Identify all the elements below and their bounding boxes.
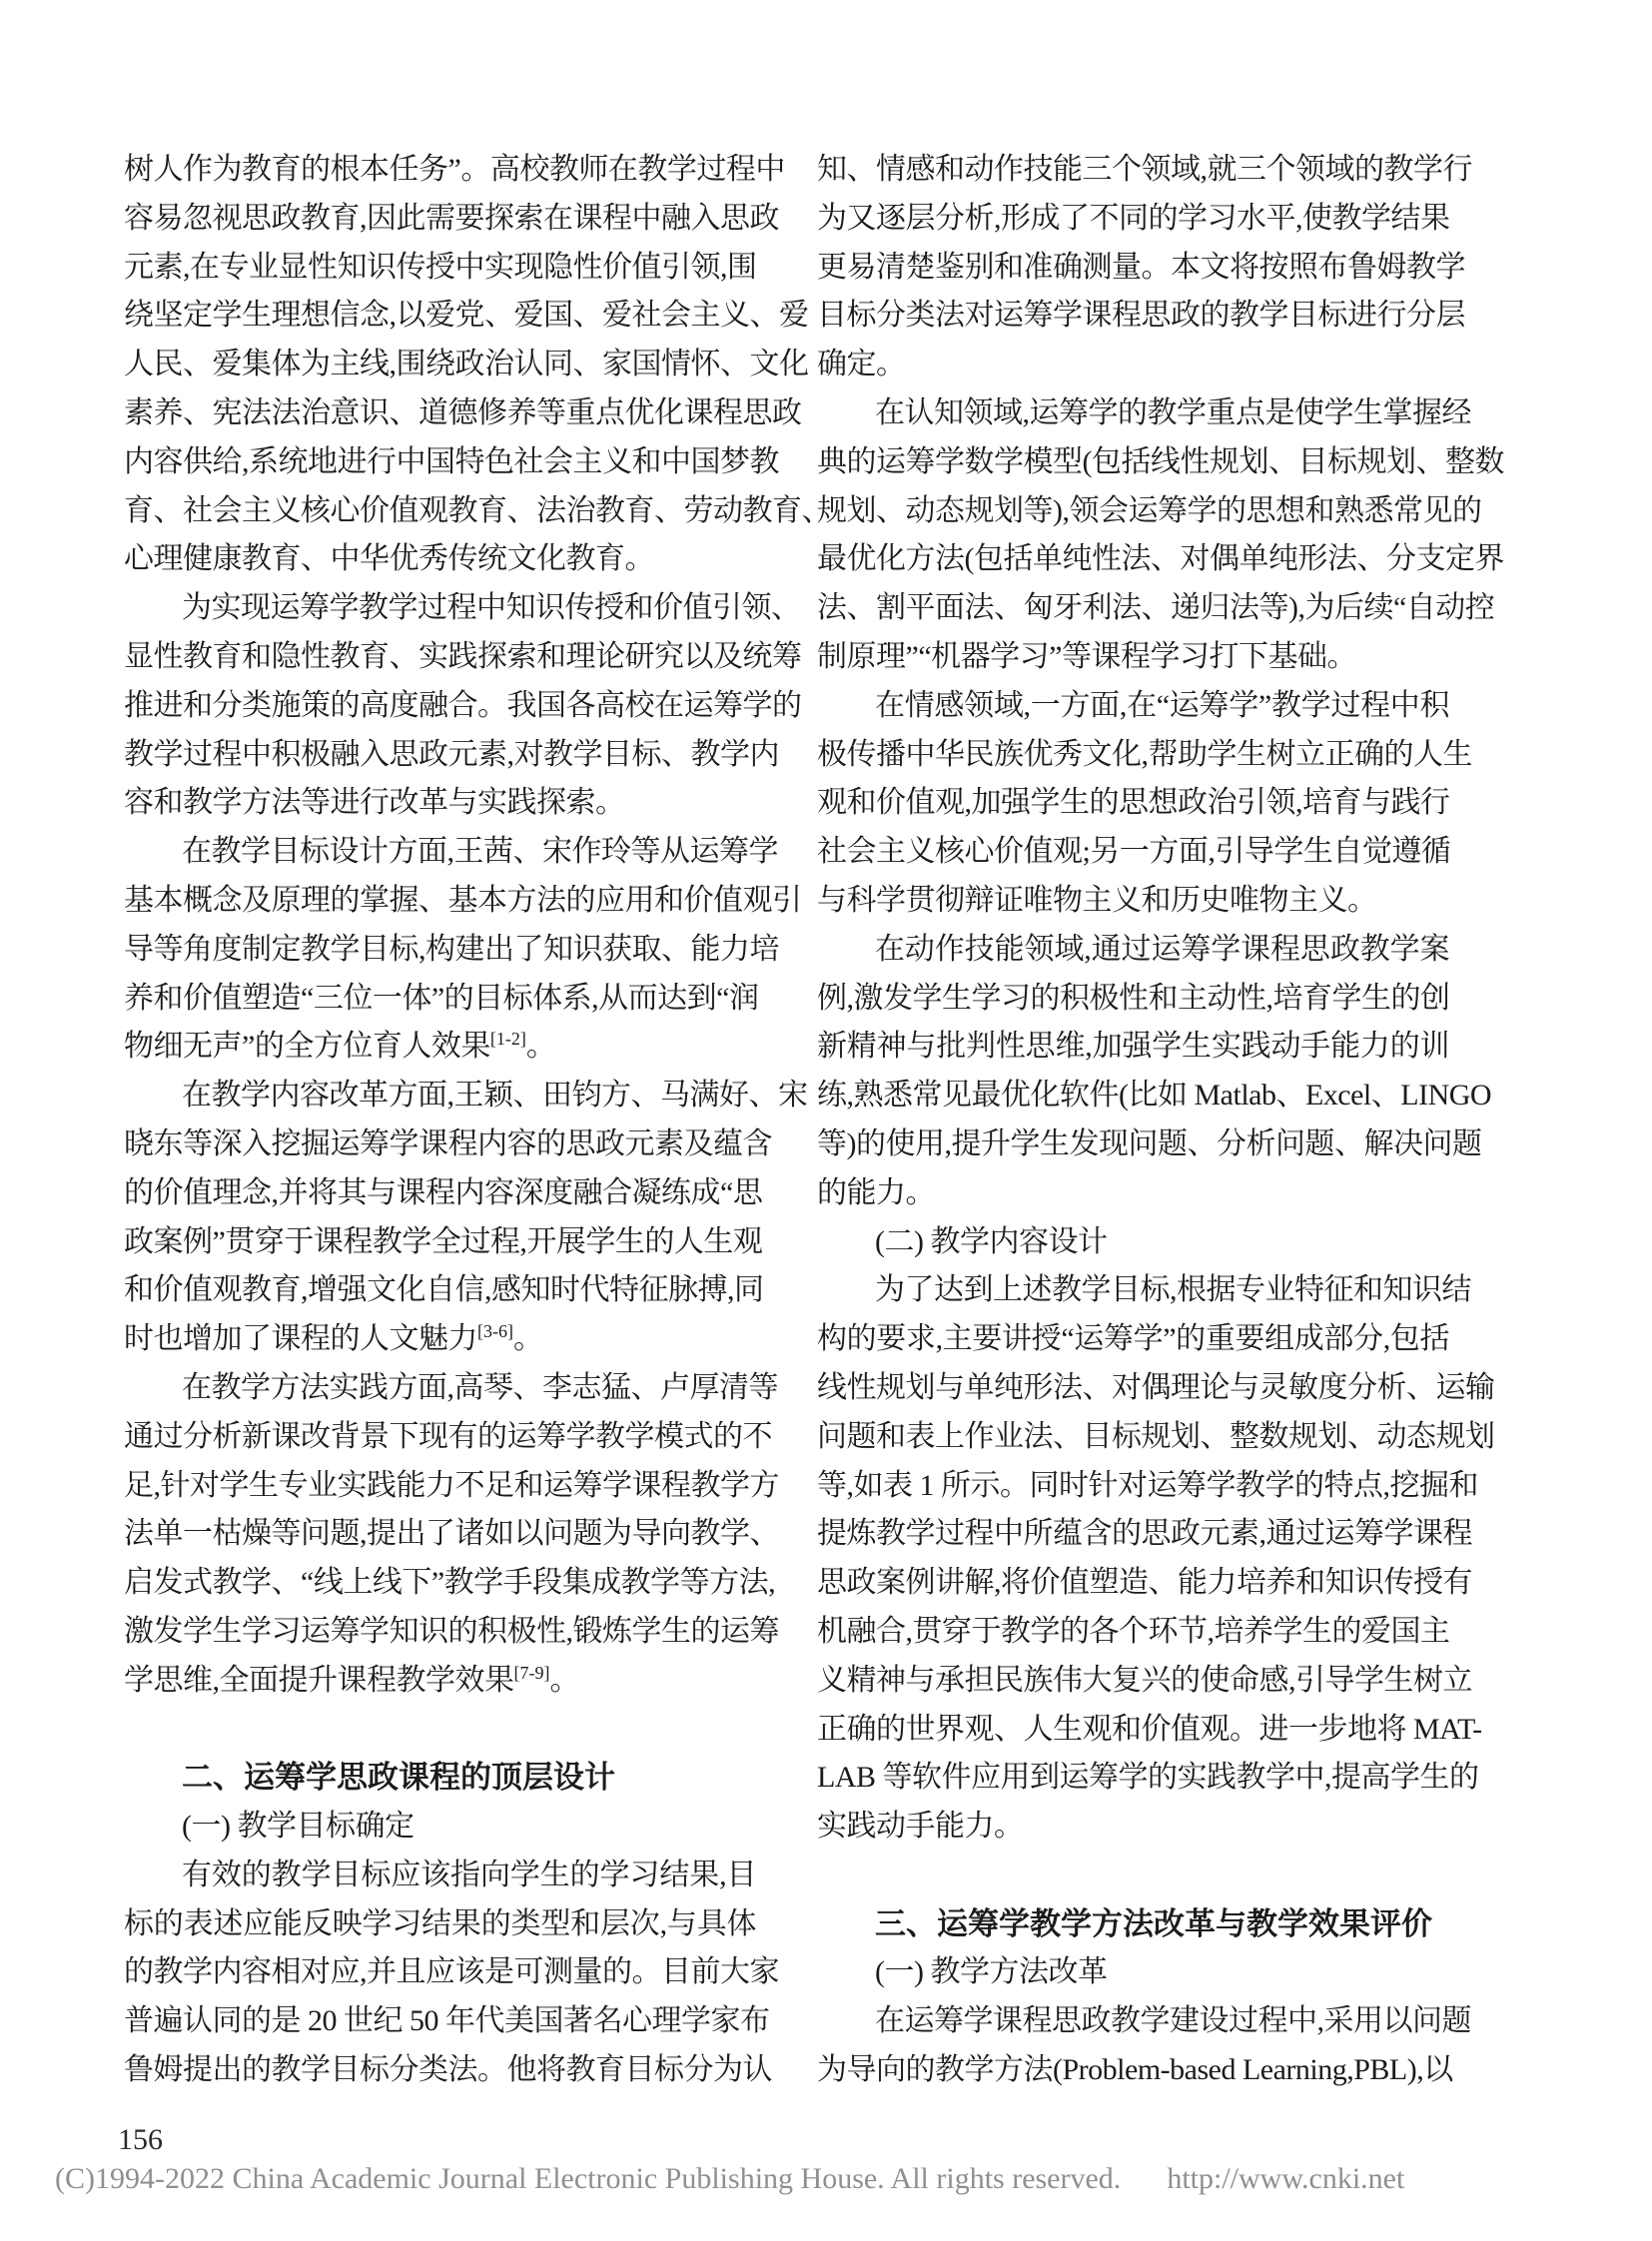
reference-superscript: [7-9] (513, 1662, 550, 1683)
text-segment: 时也增加了课程的人文魅力 (124, 1322, 477, 1356)
text-line: 等,如表 1 所示。同时针对运筹学教学的特点,挖掘和 (817, 1468, 1478, 1502)
text-line: 的教学内容相对应,并且应该是可测量的。目前大家 (124, 1955, 779, 1989)
text-line: 容易忽视思政教育,因此需要探索在课程中融入思政 (124, 201, 779, 235)
subsection-heading: (一) 教学目标确定 (182, 1810, 414, 1844)
text-line: 等)的使用,提升学生发现问题、分析问题、解决问题 (817, 1126, 1482, 1160)
text-line: 义精神与承担民族伟大复兴的使命感,引导学生树立 (817, 1663, 1472, 1697)
text-line: 新精神与批判性思维,加强学生实践动手能力的训 (817, 1030, 1449, 1064)
text-line: 正确的世界观、人生观和价值观。进一步地将 MAT- (817, 1712, 1482, 1746)
text-line: 绕坚定学生理想信念,以爱党、爱国、爱社会主义、爱 (124, 299, 809, 333)
text-line: 心理健康教育、中华优秀传统文化教育。 (124, 542, 654, 576)
text-line (124, 1023, 756, 1072)
text-line: 典的运筹学数学模型(包括线性规划、目标规划、整数 (817, 444, 1504, 478)
text-line: 启发式教学、“线上线下”教学手段集成教学等方法, (124, 1566, 776, 1600)
text-line: 导等角度制定教学目标,构建出了知识获取、能力培 (124, 932, 779, 966)
text-line: LAB 等软件应用到运筹学的实践教学中,提高学生的 (817, 1761, 1479, 1795)
text-line: 鲁姆提出的教学目标分类法。他将教育目标分为认 (124, 2053, 772, 2087)
text-line: 人民、爱集体为主线,围绕政治认同、家国情怀、文化 (124, 348, 809, 381)
text-line: 构的要求,主要讲授“运筹学”的重要组成部分,包括 (817, 1322, 1449, 1356)
text-line: 在认知领域,运筹学的教学重点是使学生掌握经 (875, 395, 1471, 429)
text-line: 在情感领域,一方面,在“运筹学”教学过程中积 (875, 688, 1449, 722)
text-line: 法、割平面法、匈牙利法、递归法等),为后续“自动控 (817, 591, 1495, 625)
text-segment: 学思维,全面提升课程教学效果 (124, 1663, 514, 1697)
text-line: 在动作技能领域,通过运筹学课程思政教学案 (875, 932, 1449, 966)
text-line: 在教学内容改革方面,王颖、田钧方、马满好、宋 (182, 1079, 808, 1113)
reference-superscript: [3-6] (477, 1321, 513, 1342)
text-line: 在教学方法实践方面,高琴、李志猛、卢厚清等 (182, 1370, 778, 1404)
left-text-column (124, 146, 831, 2095)
text-line: 社会主义核心价值观;另一方面,引导学生自觉遵循 (817, 835, 1451, 869)
text-line (124, 1657, 756, 1706)
text-line: 更易清楚鉴别和准确测量。本文将按照布鲁姆教学 (817, 250, 1465, 284)
text-line: 素养、宪法法治意识、道德修养等重点优化课程思政 (124, 395, 802, 429)
text-line: 提炼教学过程中所蕴含的思政元素,通过运筹学课程 (817, 1517, 1472, 1551)
text-line: 有效的教学目标应该指向学生的学习结果,目 (182, 1858, 756, 1891)
text-segment: 。 (525, 1030, 556, 1064)
text-line: 晓东等深入挖掘运筹学课程内容的思政元素及蕴含 (124, 1126, 772, 1160)
text-line: 线性规划与单纯形法、对偶理论与灵敏度分析、运输 (817, 1370, 1495, 1404)
right-text-column (817, 146, 1504, 2095)
subsection-heading: (二) 教学内容设计 (875, 1224, 1108, 1258)
text-line: 知、情感和动作技能三个领域,就三个领域的教学行 (817, 153, 1472, 186)
cnki-url: http://www.cnki.net (1167, 2162, 1405, 2195)
copyright-footer (55, 2162, 1404, 2196)
text-line: 育、社会主义核心价值观教育、法治教育、劳动教育、 (124, 493, 831, 527)
section-heading: 二、运筹学思政课程的顶层设计 (182, 1760, 615, 1796)
text-line: 足,针对学生专业实践能力不足和运筹学课程教学方 (124, 1468, 779, 1502)
reference-superscript: [1-2] (489, 1029, 526, 1050)
text-line: 元素,在专业显性知识传授中实现隐性价值引领,围 (124, 250, 757, 284)
text-line: 通过分析新课改背景下现有的运筹学教学模式的不 (124, 1419, 772, 1453)
text-line: 极传播中华民族优秀文化,帮助学生树立正确的人生 (817, 737, 1472, 771)
text-line: 在教学目标设计方面,王茜、宋作玲等从运筹学 (182, 835, 778, 869)
text-line: 法单一枯燥等问题,提出了诸如以问题为导向教学、 (124, 1517, 779, 1551)
text-line: 制原理”“机器学习”等课程学习打下基础。 (817, 639, 1356, 673)
text-line: 普遍认同的是 20 世纪 50 年代美国著名心理学家布 (124, 2004, 770, 2038)
text-line: 为导向的教学方法(Problem-based Learning,PBL),以 (817, 2053, 1453, 2087)
subsection-heading: (一) 教学方法改革 (875, 1955, 1108, 1989)
text-line: 标的表述应能反映学习结果的类型和层次,与具体 (124, 1906, 756, 1940)
text-line: 的能力。 (817, 1175, 935, 1209)
page-number: 156 (118, 2123, 163, 2156)
blank-line (124, 1706, 756, 1755)
section-heading: 三、运筹学教学方法改革与教学效果评价 (875, 1905, 1432, 1941)
text-line: 观和价值观,加强学生的思想政治引领,培育与践行 (817, 786, 1450, 820)
text-line: 与科学贯彻辩证唯物主义和历史唯物主义。 (817, 883, 1377, 917)
text-line: 实践动手能力。 (817, 1810, 1024, 1844)
text-line: 树人作为教育的根本任务”。高校教师在教学过程中 (124, 153, 785, 186)
text-line: 容和教学方法等进行改革与实践探索。 (124, 786, 625, 820)
text-line: 问题和表上作业法、目标规划、整数规划、动态规划 (817, 1419, 1495, 1453)
text-line: 的价值理念,并将其与课程内容深度融合凝练成“思 (124, 1175, 763, 1209)
text-line: 政案例”贯穿于课程教学全过程,开展学生的人生观 (124, 1224, 763, 1258)
text-line: 推进和分类施策的高度融合。我国各高校在运筹学的 (124, 688, 802, 722)
text-line: 和价值观教育,增强文化自信,感知时代特征脉搏,同 (124, 1273, 764, 1307)
text-line: 为了达到上述教学目标,根据专业特征和知识结 (875, 1273, 1471, 1307)
text-line: 确定。 (817, 348, 906, 381)
text-line: 内容供给,系统地进行中国特色社会主义和中国梦教 (124, 444, 779, 478)
text-segment: 。 (549, 1663, 579, 1697)
text-segment: 。 (512, 1322, 543, 1356)
text-line: 激发学生学习运筹学知识的积极性,锻炼学生的运筹 (124, 1614, 779, 1648)
text-line: 思政案例讲解,将价值塑造、能力培养和知识传授有 (817, 1566, 1472, 1600)
text-line: 例,激发学生学习的积极性和主动性,培育学生的创 (817, 981, 1450, 1015)
text-line: 最优化方法(包括单纯性法、对偶单纯形法、分支定界 (817, 542, 1504, 576)
text-line: 目标分类法对运筹学课程思政的教学目标进行分层 (817, 299, 1465, 333)
text-line: 为又逐层分析,形成了不同的学习水平,使教学结果 (817, 201, 1450, 235)
copyright-notice: (C)1994-2022 China Academic Journal Electronic Publishing House. All rights reserved. (55, 2162, 1122, 2195)
text-line: 机融合,贯穿于教学的各个环节,培养学生的爱国主 (817, 1614, 1450, 1648)
text-line: 为实现运筹学教学过程中知识传授和价值引领、 (182, 591, 801, 625)
text-line: 教学过程中积极融入思政元素,对教学目标、教学内 (124, 737, 779, 771)
text-segment: 物细无声”的全方位育人效果 (124, 1030, 490, 1064)
text-line: 练,熟悉常见最优化软件(比如 Matlab、Excel、LINGO (817, 1079, 1492, 1113)
text-line (124, 1315, 756, 1364)
text-line: 规划、动态规划等),领会运筹学的思想和熟悉常见的 (817, 493, 1482, 527)
text-line: 基本概念及原理的掌握、基本方法的应用和价值观引 (124, 883, 802, 917)
text-line: 在运筹学课程思政教学建设过程中,采用以问题 (875, 2004, 1471, 2038)
text-line: 养和价值塑造“三位一体”的目标体系,从而达到“润 (124, 981, 759, 1015)
blank-line (817, 1852, 1449, 1900)
text-line: 显性教育和隐性教育、实践探索和理论研究以及统筹 (124, 639, 802, 673)
